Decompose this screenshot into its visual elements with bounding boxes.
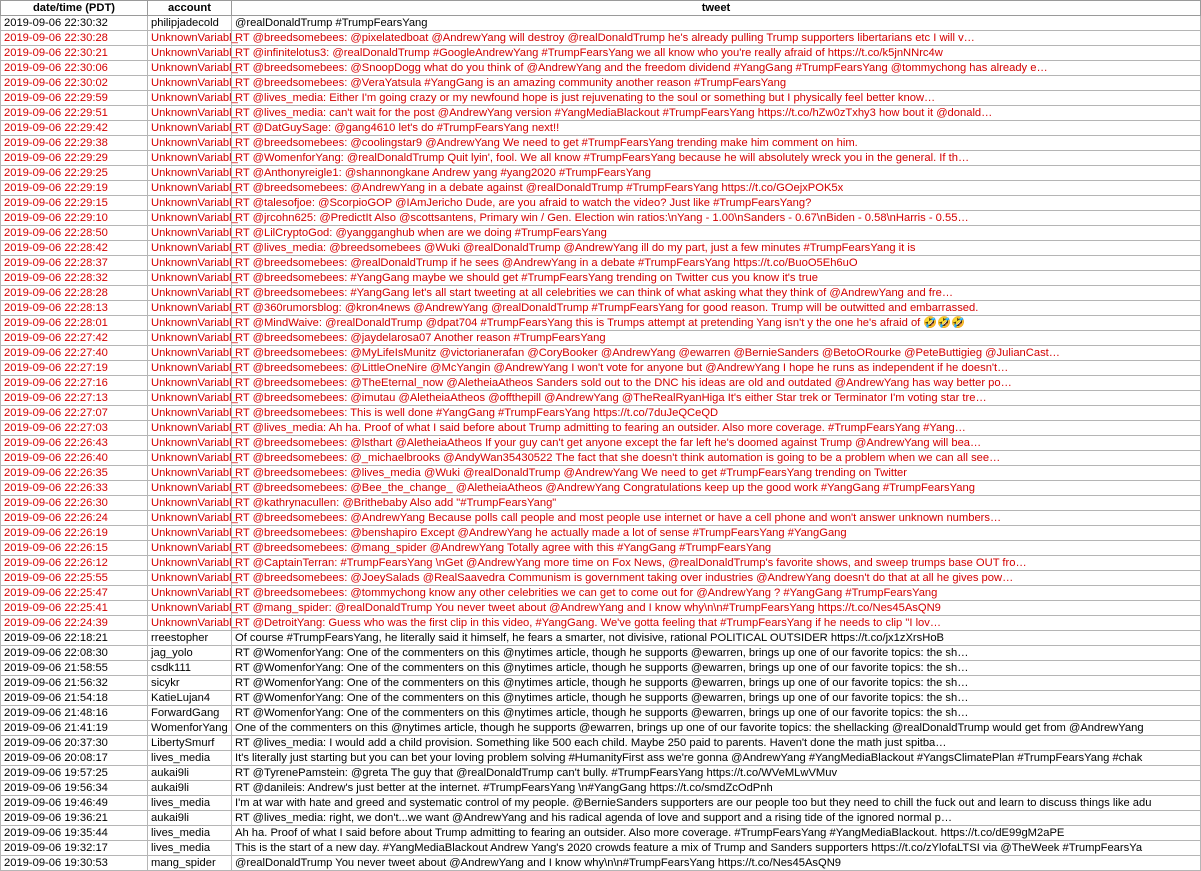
date-cell[interactable]: 2019-09-06 22:29:51 bbox=[1, 106, 148, 121]
table-row[interactable] bbox=[1, 331, 1201, 346]
account-cell[interactable]: WomenforYang bbox=[148, 721, 232, 736]
date-cell[interactable]: 2019-09-06 20:37:30 bbox=[1, 736, 148, 751]
table-row[interactable] bbox=[1, 16, 1201, 31]
table-row[interactable] bbox=[1, 106, 1201, 121]
table-row[interactable] bbox=[1, 526, 1201, 541]
tweet-cell[interactable]: RT @infinitelotus3: @realDonaldTrump #GoogleAndrewYang #TrumpFearsYang we all know who you're really afraid of https://t.co/k5jnNNrc4w bbox=[232, 46, 1201, 61]
account-cell[interactable]: UnknownVariabl_ bbox=[148, 31, 232, 46]
account-cell[interactable]: aukai9li bbox=[148, 766, 232, 781]
date-cell[interactable]: 2019-09-06 22:26:19 bbox=[1, 526, 148, 541]
date-cell[interactable]: 2019-09-06 22:26:15 bbox=[1, 541, 148, 556]
tweet-cell[interactable]: RT @breedsomebees: @realDonaldTrump if he sees @AndrewYang in a debate #TrumpFearsYang https://t.co/BuoO5Eh6uO bbox=[232, 256, 1201, 271]
tweet-cell[interactable]: Of course #TrumpFearsYang, he literally said it himself, he fears a smarter, not divisive, rational POLITICAL OUTSIDER https://t.co/jx1zXrsHoB bbox=[232, 631, 1201, 646]
date-cell[interactable]: 2019-09-06 22:26:40 bbox=[1, 451, 148, 466]
tweet-cell[interactable]: RT @breedsomebees: @JoeySalads @RealSaavedra Communism is government taking over industries @AndrewYang doesn't do that at all he gives pow… bbox=[232, 571, 1201, 586]
tweet-cell[interactable]: RT @breedsomebees: @coolingstar9 @AndrewYang We need to get #TrumpFearsYang trending make him comment on him. bbox=[232, 136, 1201, 151]
table-row[interactable] bbox=[1, 466, 1201, 481]
table-row[interactable] bbox=[1, 406, 1201, 421]
date-cell[interactable]: 2019-09-06 22:30:02 bbox=[1, 76, 148, 91]
account-cell[interactable]: UnknownVariabl_ bbox=[148, 421, 232, 436]
date-cell[interactable]: 2019-09-06 22:27:42 bbox=[1, 331, 148, 346]
table-row[interactable] bbox=[1, 601, 1201, 616]
account-cell[interactable]: UnknownVariabl_ bbox=[148, 601, 232, 616]
tweet-cell[interactable]: RT @WomenforYang: One of the commenters on this @nytimes article, though he supports @ewarren, brings up one of our favorite topics: the sh… bbox=[232, 706, 1201, 721]
tweet-cell[interactable]: RT @breedsomebees: #YangGang maybe we should get #TrumpFearsYang trending on Twitter cus you know it's true bbox=[232, 271, 1201, 286]
tweet-cell[interactable]: RT @breedsomebees: @tommychong know any other celebrities we can get to come out for @AndrewYang ? #YangGang #TrumpFearsYang bbox=[232, 586, 1201, 601]
date-cell[interactable]: 2019-09-06 22:27:07 bbox=[1, 406, 148, 421]
table-row[interactable] bbox=[1, 421, 1201, 436]
account-cell[interactable]: UnknownVariabl_ bbox=[148, 616, 232, 631]
date-cell[interactable]: 2019-09-06 22:30:28 bbox=[1, 31, 148, 46]
table-row[interactable] bbox=[1, 676, 1201, 691]
tweet-cell[interactable]: RT @WomenforYang: One of the commenters on this @nytimes article, though he supports @ewarren, brings up one of our favorite topics: the sh… bbox=[232, 691, 1201, 706]
date-cell[interactable]: 2019-09-06 19:35:44 bbox=[1, 826, 148, 841]
table-row[interactable] bbox=[1, 151, 1201, 166]
tweet-cell[interactable]: RT @kathrynacullen: @Brithebaby Also add "#TrumpFearsYang" bbox=[232, 496, 1201, 511]
date-cell[interactable]: 2019-09-06 22:29:59 bbox=[1, 91, 148, 106]
tweet-cell[interactable]: RT @breedsomebees: @AndrewYang in a debate against @realDonaldTrump #TrumpFearsYang https://t.co/GOejxPOK5x bbox=[232, 181, 1201, 196]
table-body bbox=[1, 16, 1201, 871]
account-cell[interactable]: lives_media bbox=[148, 796, 232, 811]
table-row[interactable] bbox=[1, 451, 1201, 466]
column-header-tweet[interactable]: tweet bbox=[232, 1, 1201, 16]
date-cell[interactable]: 2019-09-06 22:26:30 bbox=[1, 496, 148, 511]
account-cell[interactable]: UnknownVariabl_ bbox=[148, 256, 232, 271]
account-cell[interactable]: UnknownVariabl_ bbox=[148, 511, 232, 526]
date-cell[interactable]: 2019-09-06 21:48:16 bbox=[1, 706, 148, 721]
date-cell[interactable]: 2019-09-06 22:27:03 bbox=[1, 421, 148, 436]
date-cell[interactable]: 2019-09-06 22:26:35 bbox=[1, 466, 148, 481]
table-row[interactable] bbox=[1, 721, 1201, 736]
tweet-cell[interactable]: RT @LilCryptoGod: @yangganghub when are we doing #TrumpFearsYang bbox=[232, 226, 1201, 241]
table-row[interactable] bbox=[1, 121, 1201, 136]
table-row[interactable] bbox=[1, 796, 1201, 811]
table-row[interactable] bbox=[1, 781, 1201, 796]
table-row[interactable] bbox=[1, 346, 1201, 361]
account-cell[interactable]: UnknownVariabl_ bbox=[148, 136, 232, 151]
tweet-cell[interactable]: RT @MindWaive: @realDonaldTrump @dpat704 #TrumpFearsYang this is Trumps attempt at pretending Yang isn't y the one he's afraid of 🤣🤣🤣 bbox=[232, 316, 1201, 331]
table-row[interactable] bbox=[1, 301, 1201, 316]
date-cell[interactable]: 2019-09-06 22:30:06 bbox=[1, 61, 148, 76]
tweet-cell[interactable]: It's literally just starting but you can bet your loving problem solving #HumanityFirst ass we're gonna @AndrewYang #YangMediaBlackout #YangsClimatePlan #TrumpFearsYang #chak bbox=[232, 751, 1201, 766]
tweet-cell[interactable]: RT @breedsomebees: @AndrewYang Because polls call people and most people use internet or have a cell phone and won't answer unknown numbers… bbox=[232, 511, 1201, 526]
table-row[interactable] bbox=[1, 511, 1201, 526]
account-cell[interactable]: UnknownVariabl_ bbox=[148, 391, 232, 406]
tweet-cell[interactable]: I'm at war with hate and greed and systematic control of my people. @BernieSanders supporters are our people too but they need to chill the fuck out and learn to discuss things like adu bbox=[232, 796, 1201, 811]
tweet-cell[interactable]: RT @breedsomebees: @benshapiro Except @AndrewYang he actually made a lot of sense #TrumpFearsYang #YangGang bbox=[232, 526, 1201, 541]
tweet-cell[interactable]: RT @talesofjoe: @ScorpioGOP @IAmJericho Dude, are you afraid to watch the video? Just like #TrumpFearsYang? bbox=[232, 196, 1201, 211]
table-row[interactable] bbox=[1, 361, 1201, 376]
date-cell[interactable]: 2019-09-06 22:29:29 bbox=[1, 151, 148, 166]
table-row[interactable] bbox=[1, 91, 1201, 106]
account-cell[interactable]: rreestopher bbox=[148, 631, 232, 646]
tweet-cell[interactable]: RT @breedsomebees: @lsthart @AletheiaAtheos If your guy can't get anyone except the far left he's doomed against Trump @AndrewYang will bea… bbox=[232, 436, 1201, 451]
date-cell[interactable]: 2019-09-06 22:27:40 bbox=[1, 346, 148, 361]
account-cell[interactable]: UnknownVariabl_ bbox=[148, 286, 232, 301]
table-row[interactable] bbox=[1, 61, 1201, 76]
tweet-cell[interactable]: One of the commenters on this @nytimes article, though he supports @ewarren, brings up one of our favorite topics: the shellacking @realDonaldTrump would get from @AndrewYang bbox=[232, 721, 1201, 736]
date-cell[interactable]: 2019-09-06 22:29:42 bbox=[1, 121, 148, 136]
tweet-cell[interactable]: RT @lives_media: @breedsomebees @Wuki @realDonaldTrump @AndrewYang ill do my part, just a few minutes #TrumpFearsYang it is bbox=[232, 241, 1201, 256]
tweet-cell[interactable]: @realDonaldTrump #TrumpFearsYang bbox=[232, 16, 1201, 31]
date-cell[interactable]: 2019-09-06 22:29:25 bbox=[1, 166, 148, 181]
tweet-cell[interactable]: RT @breedsomebees: @VeraYatsula #YangGang is an amazing community another reason #TrumpFearsYang bbox=[232, 76, 1201, 91]
date-cell[interactable]: 2019-09-06 21:58:55 bbox=[1, 661, 148, 676]
tweet-cell[interactable]: Ah ha. Proof of what I said before about Trump admitting to fearing an outsider. Also more coverage. #TrumpFearsYang #YangMediaBlackout. https://t.co/dE99gM2aPE bbox=[232, 826, 1201, 841]
date-cell[interactable]: 2019-09-06 22:29:15 bbox=[1, 196, 148, 211]
date-cell[interactable]: 2019-09-06 22:27:16 bbox=[1, 376, 148, 391]
account-cell[interactable]: UnknownVariabl_ bbox=[148, 76, 232, 91]
tweet-cell[interactable]: RT @breedsomebees: @SnoopDogg what do you think of @AndrewYang and the freedom dividend #YangGang #TrumpFearsYang @tommychong has already e… bbox=[232, 61, 1201, 76]
account-cell[interactable]: UnknownVariabl_ bbox=[148, 526, 232, 541]
table-row[interactable] bbox=[1, 31, 1201, 46]
date-cell[interactable]: 2019-09-06 22:28:50 bbox=[1, 226, 148, 241]
account-cell[interactable]: ForwardGang bbox=[148, 706, 232, 721]
tweet-cell[interactable]: RT @Anthonyreigle1: @shannongkane Andrew yang #yang2020 #TrumpFearsYang bbox=[232, 166, 1201, 181]
table-row[interactable] bbox=[1, 586, 1201, 601]
date-cell[interactable]: 2019-09-06 22:30:21 bbox=[1, 46, 148, 61]
table-row[interactable] bbox=[1, 706, 1201, 721]
account-cell[interactable]: lives_media bbox=[148, 826, 232, 841]
column-header-account[interactable]: account bbox=[148, 1, 232, 16]
tweet-cell[interactable]: RT @WomenforYang: One of the commenters on this @nytimes article, though he supports @ewarren, brings up one of our favorite topics: the sh… bbox=[232, 661, 1201, 676]
table-row[interactable] bbox=[1, 166, 1201, 181]
account-cell[interactable]: UnknownVariabl_ bbox=[148, 466, 232, 481]
date-cell[interactable]: 2019-09-06 22:28:37 bbox=[1, 256, 148, 271]
tweet-cell[interactable]: RT @breedsomebees: @Bee_the_change_ @AletheiaAtheos @AndrewYang Congratulations keep up the good work #YangGang #TrumpFearsYang bbox=[232, 481, 1201, 496]
date-cell[interactable]: 2019-09-06 22:25:41 bbox=[1, 601, 148, 616]
table-row[interactable] bbox=[1, 376, 1201, 391]
table-row[interactable] bbox=[1, 391, 1201, 406]
date-cell[interactable]: 2019-09-06 22:18:21 bbox=[1, 631, 148, 646]
account-cell[interactable]: philipjadecold bbox=[148, 16, 232, 31]
table-row[interactable] bbox=[1, 211, 1201, 226]
account-cell[interactable]: UnknownVariabl_ bbox=[148, 301, 232, 316]
table-row[interactable] bbox=[1, 616, 1201, 631]
table-row[interactable] bbox=[1, 736, 1201, 751]
tweet-cell[interactable]: RT @DatGuySage: @gang4610 let's do #TrumpFearsYang next!! bbox=[232, 121, 1201, 136]
tweet-cell[interactable]: RT @360rumorsblog: @kron4news @AndrewYang @realDonaldTrump #TrumpFearsYang for good reason. Trump will be outwitted and embarrassed. bbox=[232, 301, 1201, 316]
tweet-cell[interactable]: RT @breedsomebees: @lives_media @Wuki @realDonaldTrump @AndrewYang We need to get #TrumpFearsYang trending on Twitter bbox=[232, 466, 1201, 481]
account-cell[interactable]: LibertySmurf bbox=[148, 736, 232, 751]
table-row[interactable] bbox=[1, 46, 1201, 61]
table-row[interactable] bbox=[1, 496, 1201, 511]
tweet-cell[interactable]: RT @lives_media: Either I'm going crazy or my newfound hope is just rejuvenating to the soul or something but I physically feel better know… bbox=[232, 91, 1201, 106]
tweet-cell[interactable]: RT @breedsomebees: @MyLifeIsMunitz @victorianerafan @CoryBooker @AndrewYang @ewarren @BernieSanders @BetoORourke @PeteButtigieg @JulianCast… bbox=[232, 346, 1201, 361]
table-row[interactable] bbox=[1, 271, 1201, 286]
date-cell[interactable]: 2019-09-06 22:29:19 bbox=[1, 181, 148, 196]
account-cell[interactable]: UnknownVariabl_ bbox=[148, 121, 232, 136]
header-row bbox=[1, 1, 1201, 16]
account-cell[interactable]: UnknownVariabl_ bbox=[148, 556, 232, 571]
date-cell[interactable]: 2019-09-06 21:54:18 bbox=[1, 691, 148, 706]
table-row[interactable] bbox=[1, 481, 1201, 496]
tweet-cell[interactable]: RT @TyrenePamstein: @greta The guy that @realDonaldTrump can't bully. #TrumpFearsYang https://t.co/WVeMLwVMuv bbox=[232, 766, 1201, 781]
date-cell[interactable]: 2019-09-06 22:24:39 bbox=[1, 616, 148, 631]
account-cell[interactable]: UnknownVariabl_ bbox=[148, 316, 232, 331]
date-cell[interactable]: 2019-09-06 22:28:32 bbox=[1, 271, 148, 286]
table-row[interactable] bbox=[1, 631, 1201, 646]
date-cell[interactable]: 2019-09-06 22:26:12 bbox=[1, 556, 148, 571]
date-cell[interactable]: 2019-09-06 22:25:47 bbox=[1, 586, 148, 601]
tweet-cell[interactable]: RT @lives_media: can't wait for the post @AndrewYang version #YangMediaBlackout #TrumpFearsYang https://t.co/hZw0zTxhy3 how bout it @donald… bbox=[232, 106, 1201, 121]
date-cell[interactable]: 2019-09-06 19:57:25 bbox=[1, 766, 148, 781]
account-cell[interactable]: UnknownVariabl_ bbox=[148, 181, 232, 196]
tweet-cell[interactable]: RT @breedsomebees: @LittleOneNire @McYangin @AndrewYang I won't vote for anyone but @AndrewYang I hope he runs as independent if he doesn't… bbox=[232, 361, 1201, 376]
account-cell[interactable]: lives_media bbox=[148, 841, 232, 856]
table-row[interactable] bbox=[1, 691, 1201, 706]
tweet-cell[interactable]: RT @mang_spider: @realDonaldTrump You never tweet about @AndrewYang and I know why\n\n#TrumpFearsYang https://t.co/Nes45AsQN9 bbox=[232, 601, 1201, 616]
account-cell[interactable]: UnknownVariabl_ bbox=[148, 541, 232, 556]
table-row[interactable] bbox=[1, 316, 1201, 331]
table-row[interactable] bbox=[1, 556, 1201, 571]
table-row[interactable] bbox=[1, 541, 1201, 556]
account-cell[interactable]: UnknownVariabl_ bbox=[148, 106, 232, 121]
date-cell[interactable]: 2019-09-06 19:32:17 bbox=[1, 841, 148, 856]
table-row[interactable] bbox=[1, 286, 1201, 301]
date-cell[interactable]: 2019-09-06 22:26:24 bbox=[1, 511, 148, 526]
account-cell[interactable]: UnknownVariabl_ bbox=[148, 211, 232, 226]
date-cell[interactable]: 2019-09-06 22:27:19 bbox=[1, 361, 148, 376]
tweet-cell[interactable]: RT @breedsomebees: @imutau @AletheiaAtheos @offthepill @AndrewYang @TheRealRyanHiga It's either Star trek or Terminator I'm voting star tre… bbox=[232, 391, 1201, 406]
table-row[interactable] bbox=[1, 766, 1201, 781]
date-cell[interactable]: 2019-09-06 22:26:43 bbox=[1, 436, 148, 451]
tweet-cell[interactable]: RT @lives_media: right, we don't...we want @AndrewYang and his radical agenda of love and support and a rising tide of the ignored normal p… bbox=[232, 811, 1201, 826]
account-cell[interactable]: UnknownVariabl_ bbox=[148, 346, 232, 361]
tweet-cell[interactable]: RT @danileis: Andrew's just better at the internet. #TrumpFearsYang \n#YangGang https://t.co/smdZcOdPnh bbox=[232, 781, 1201, 796]
account-cell[interactable]: csdk111 bbox=[148, 661, 232, 676]
account-cell[interactable]: sicykr bbox=[148, 676, 232, 691]
account-cell[interactable]: UnknownVariabl_ bbox=[148, 61, 232, 76]
table-row[interactable] bbox=[1, 241, 1201, 256]
tweet-cell[interactable]: This is the start of a new day. #YangMediaBlackout Andrew Yang's 2020 crowds feature a mix of Trump and Sanders supporters https://t.co/zYlofaLTSI via @TheWeek #TrumpFearsYa bbox=[232, 841, 1201, 856]
date-cell[interactable]: 2019-09-06 19:46:49 bbox=[1, 796, 148, 811]
account-cell[interactable]: UnknownVariabl_ bbox=[148, 226, 232, 241]
account-cell[interactable]: aukai9li bbox=[148, 811, 232, 826]
date-cell[interactable]: 2019-09-06 22:29:38 bbox=[1, 136, 148, 151]
account-cell[interactable]: UnknownVariabl_ bbox=[148, 571, 232, 586]
tweet-cell[interactable]: RT @WomenforYang: One of the commenters on this @nytimes article, though he supports @ewarren, brings up one of our favorite topics: the sh… bbox=[232, 676, 1201, 691]
date-cell[interactable]: 2019-09-06 19:56:34 bbox=[1, 781, 148, 796]
tweet-cell[interactable]: RT @WomenforYang: One of the commenters on this @nytimes article, though he supports @ewarren, brings up one of our favorite topics: the sh… bbox=[232, 646, 1201, 661]
table-row[interactable] bbox=[1, 571, 1201, 586]
tweet-cell[interactable]: RT @WomenforYang: @realDonaldTrump Quit lyin', fool. We all know #TrumpFearsYang because he will absolutely wreck you in the general. If th… bbox=[232, 151, 1201, 166]
tweet-cell[interactable]: RT @CaptainTerran: #TrumpFearsYang \nGet @AndrewYang more time on Fox News, @realDonaldTrump's favorite shows, and sweep trumps base OUT fro… bbox=[232, 556, 1201, 571]
account-cell[interactable]: aukai9li bbox=[148, 781, 232, 796]
account-cell[interactable]: UnknownVariabl_ bbox=[148, 241, 232, 256]
date-cell[interactable]: 2019-09-06 22:27:13 bbox=[1, 391, 148, 406]
date-cell[interactable]: 2019-09-06 22:28:28 bbox=[1, 286, 148, 301]
account-cell[interactable]: UnknownVariabl_ bbox=[148, 196, 232, 211]
table-row[interactable] bbox=[1, 751, 1201, 766]
account-cell[interactable]: UnknownVariabl_ bbox=[148, 91, 232, 106]
tweet-cell[interactable]: RT @breedsomebees: @pixelatedboat @AndrewYang will destroy @realDonaldTrump he's already pulling Trump supporters libertarians etc I will v… bbox=[232, 31, 1201, 46]
table-row[interactable] bbox=[1, 646, 1201, 661]
date-cell[interactable]: 2019-09-06 21:41:19 bbox=[1, 721, 148, 736]
account-cell[interactable]: mang_spider bbox=[148, 856, 232, 871]
table-row[interactable] bbox=[1, 841, 1201, 856]
table-row[interactable] bbox=[1, 256, 1201, 271]
table-row[interactable] bbox=[1, 196, 1201, 211]
account-cell[interactable]: UnknownVariabl_ bbox=[148, 331, 232, 346]
account-cell[interactable]: UnknownVariabl_ bbox=[148, 586, 232, 601]
tweet-cell[interactable]: RT @jrcohn625: @PredictIt Also @scottsantens, Primary win / Gen. Election win ratios:\nYang - 1.00\nSanders - 0.67\nBiden - 0.58\nHarris - 0.55… bbox=[232, 211, 1201, 226]
account-cell[interactable]: UnknownVariabl_ bbox=[148, 151, 232, 166]
tweet-cell[interactable]: @realDonaldTrump You never tweet about @AndrewYang and I know why\n\n#TrumpFearsYang https://t.co/Nes45AsQN9 bbox=[232, 856, 1201, 871]
date-cell[interactable]: 2019-09-06 22:28:42 bbox=[1, 241, 148, 256]
table-row[interactable] bbox=[1, 661, 1201, 676]
tweet-cell[interactable]: RT @breedsomebees: @jaydelarosa07 Another reason #TrumpFearsYang bbox=[232, 331, 1201, 346]
account-cell[interactable]: UnknownVariabl_ bbox=[148, 361, 232, 376]
account-cell[interactable]: UnknownVariabl_ bbox=[148, 166, 232, 181]
table-row[interactable] bbox=[1, 436, 1201, 451]
account-cell[interactable]: jag_yolo bbox=[148, 646, 232, 661]
tweet-cell[interactable]: RT @breedsomebees: This is well done #YangGang #TrumpFearsYang https://t.co/7duJeQCeQD bbox=[232, 406, 1201, 421]
table-row[interactable] bbox=[1, 811, 1201, 826]
date-cell[interactable]: 2019-09-06 22:29:10 bbox=[1, 211, 148, 226]
tweet-cell[interactable]: RT @lives_media: I would add a child provision. Something like 500 each child. Maybe 250 paid to parents. Haven't done the math just spitba… bbox=[232, 736, 1201, 751]
account-cell[interactable]: lives_media bbox=[148, 751, 232, 766]
account-cell[interactable]: UnknownVariabl_ bbox=[148, 376, 232, 391]
date-cell[interactable]: 2019-09-06 22:30:32 bbox=[1, 16, 148, 31]
date-cell[interactable]: 2019-09-06 19:36:21 bbox=[1, 811, 148, 826]
tweet-cell[interactable]: RT @breedsomebees: @TheEternal_now @AletheiaAtheos Sanders sold out to the DNC his ideas are old and outdated @AndrewYang has way better po… bbox=[232, 376, 1201, 391]
column-header-date[interactable]: date/time (PDT) bbox=[1, 1, 148, 16]
date-cell[interactable]: 2019-09-06 22:25:55 bbox=[1, 571, 148, 586]
tweet-cell[interactable]: RT @lives_media: Ah ha. Proof of what I said before about Trump admitting to fearing an outsider. Also more coverage. #TrumpFearsYang #Yang… bbox=[232, 421, 1201, 436]
tweet-cell[interactable]: RT @breedsomebees: #YangGang let's all start tweeting at all celebrities we can think of what asking what they think of @AndrewYang and fre… bbox=[232, 286, 1201, 301]
account-cell[interactable]: UnknownVariabl_ bbox=[148, 406, 232, 421]
date-cell[interactable]: 2019-09-06 22:08:30 bbox=[1, 646, 148, 661]
date-cell[interactable]: 2019-09-06 22:26:33 bbox=[1, 481, 148, 496]
table-row[interactable] bbox=[1, 826, 1201, 841]
date-cell[interactable]: 2019-09-06 19:30:53 bbox=[1, 856, 148, 871]
account-cell[interactable]: UnknownVariabl_ bbox=[148, 496, 232, 511]
table-row[interactable] bbox=[1, 226, 1201, 241]
account-cell[interactable]: UnknownVariabl_ bbox=[148, 481, 232, 496]
table-row[interactable] bbox=[1, 856, 1201, 871]
date-cell[interactable]: 2019-09-06 21:56:32 bbox=[1, 676, 148, 691]
table-row[interactable] bbox=[1, 181, 1201, 196]
table-row[interactable] bbox=[1, 136, 1201, 151]
tweet-cell[interactable]: RT @breedsomebees: @_michaelbrooks @AndyWan35430522 The fact that she doesn't think automation is going to be a problem when we can all see… bbox=[232, 451, 1201, 466]
account-cell[interactable]: UnknownVariabl_ bbox=[148, 46, 232, 61]
account-cell[interactable]: UnknownVariabl_ bbox=[148, 451, 232, 466]
date-cell[interactable]: 2019-09-06 20:08:17 bbox=[1, 751, 148, 766]
date-cell[interactable]: 2019-09-06 22:28:13 bbox=[1, 301, 148, 316]
account-cell[interactable]: UnknownVariabl_ bbox=[148, 271, 232, 286]
date-cell[interactable]: 2019-09-06 22:28:01 bbox=[1, 316, 148, 331]
account-cell[interactable]: UnknownVariabl_ bbox=[148, 436, 232, 451]
tweet-cell[interactable]: RT @DetroitYang: Guess who was the first clip in this video, #YangGang. We've gotta feeling that #TrumpFearsYang if he needs to clip "I lov… bbox=[232, 616, 1201, 631]
table-row[interactable] bbox=[1, 76, 1201, 91]
tweet-cell[interactable]: RT @breedsomebees: @mang_spider @AndrewYang Totally agree with this #YangGang #TrumpFearsYang bbox=[232, 541, 1201, 556]
account-cell[interactable]: KatieLujan4 bbox=[148, 691, 232, 706]
